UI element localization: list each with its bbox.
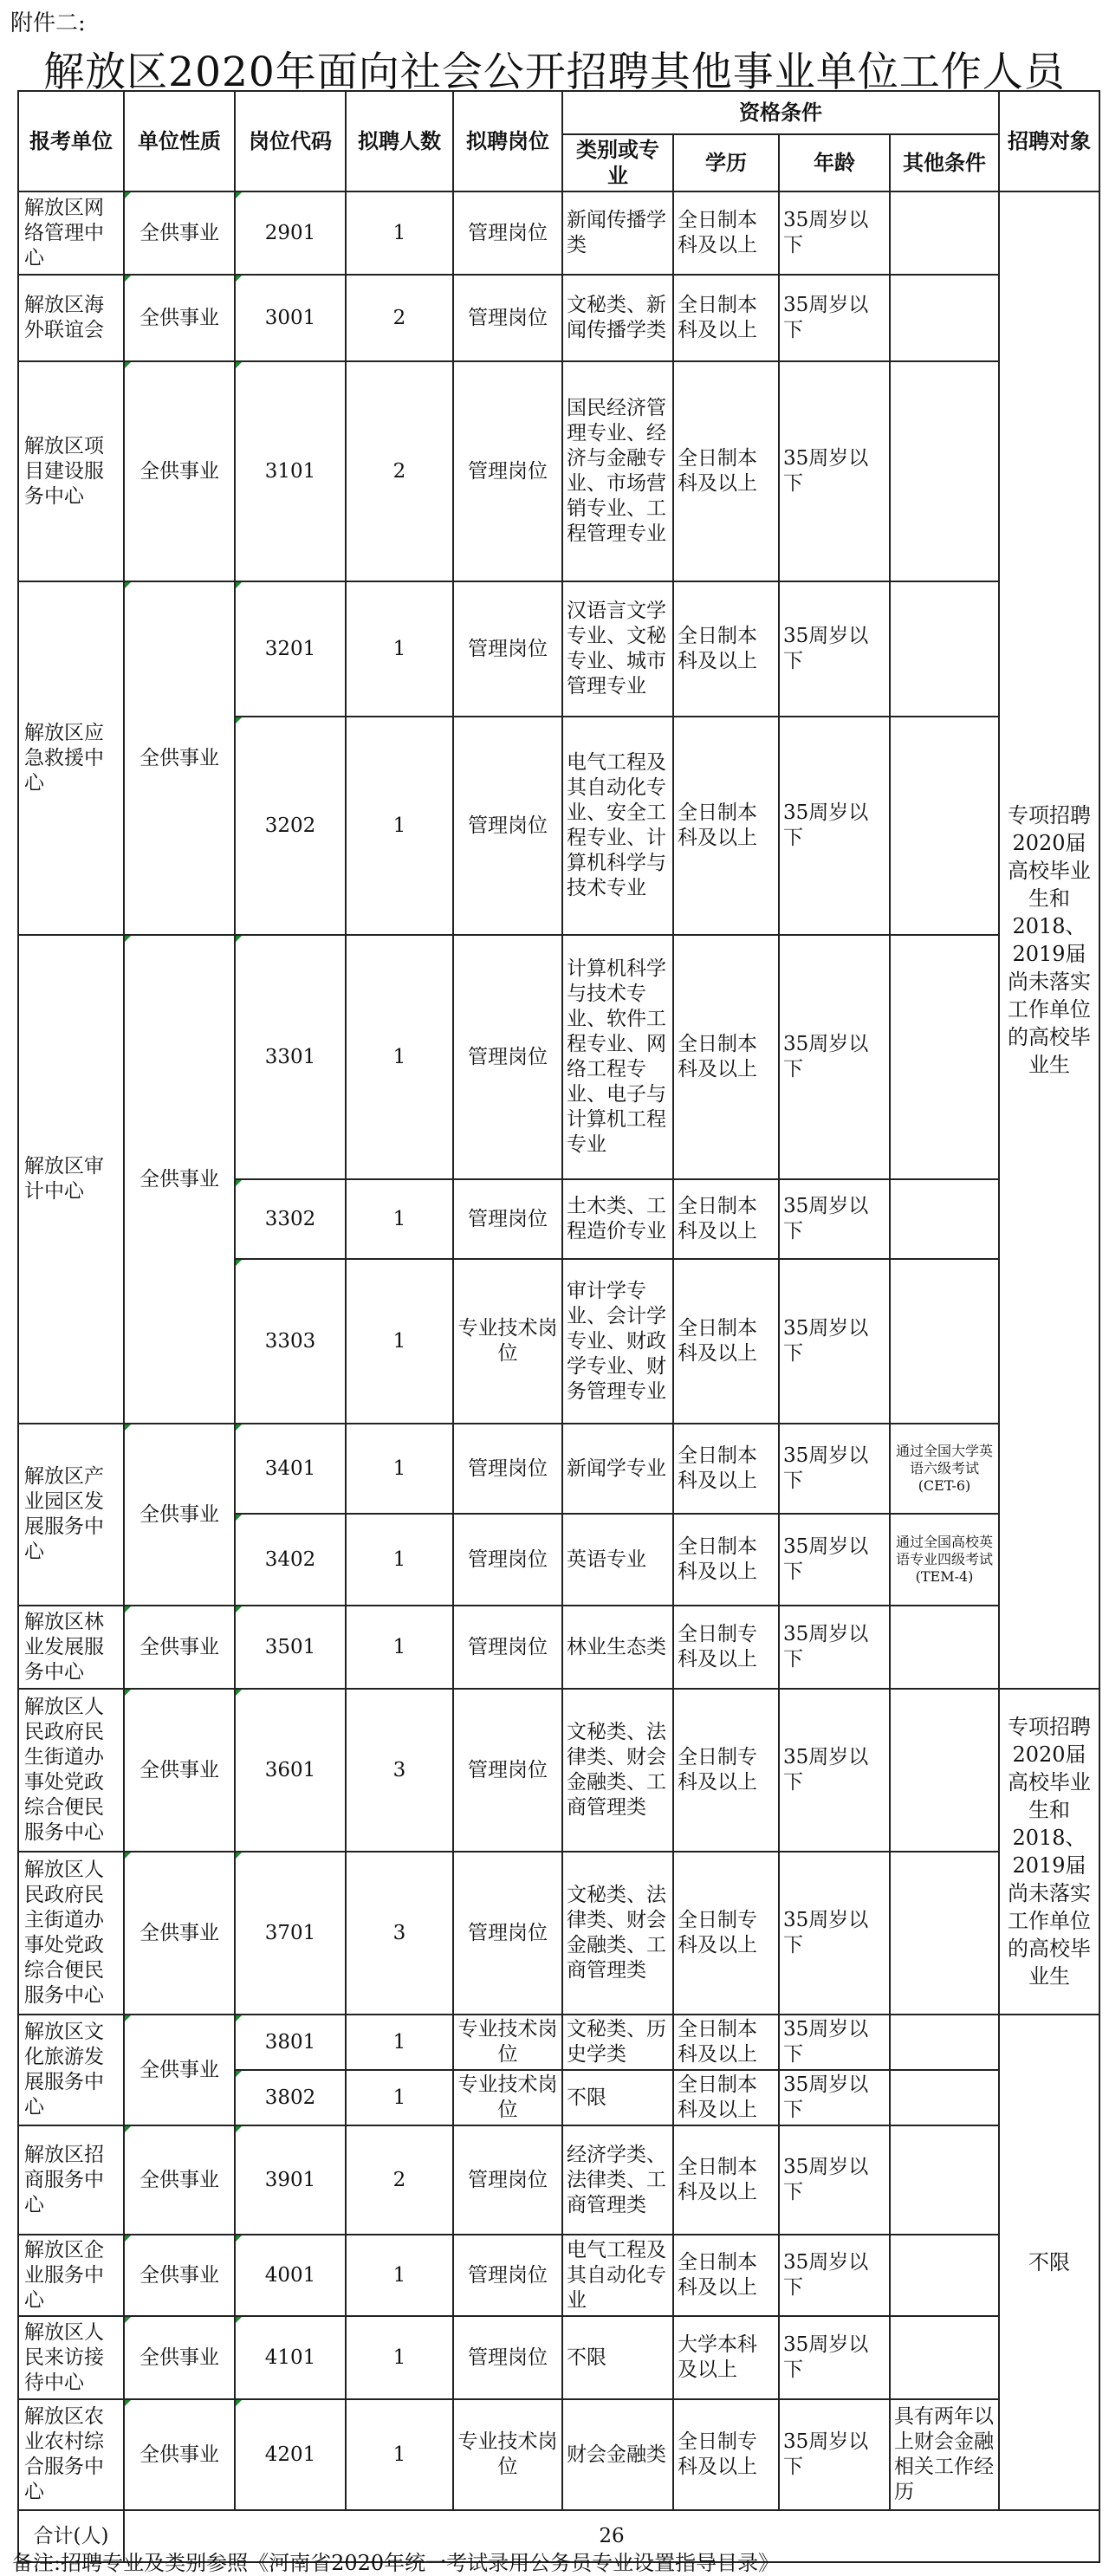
cell-other <box>890 275 999 361</box>
table-row <box>18 2235 1099 2316</box>
cell-age: 35周岁以下 <box>779 581 890 717</box>
header-qualification: 资格条件 <box>562 91 999 134</box>
header-major: 类别或专业 <box>562 134 673 191</box>
cell-age: 35周岁以下 <box>779 1606 890 1689</box>
cell-target: 不限 <box>999 2015 1099 2510</box>
cell-major: 文秘类、历史学类 <box>562 2015 673 2070</box>
cell-other <box>890 2015 999 2070</box>
cell-post: 管理岗位 <box>453 2235 562 2316</box>
table-row <box>18 581 1099 717</box>
cell-major: 文秘类、新闻传播学类 <box>562 275 673 361</box>
cell-nature: 全供事业 <box>124 191 235 275</box>
cell-age: 35周岁以下 <box>779 1259 890 1424</box>
cell-code: 4201 <box>235 2399 346 2510</box>
cell-age: 35周岁以下 <box>779 717 890 935</box>
cell-unit: 解放区项目建设服务中心 <box>18 361 124 581</box>
cell-count: 1 <box>346 1179 453 1259</box>
table-row <box>18 1606 1099 1689</box>
cell-count: 1 <box>346 717 453 935</box>
cell-other <box>890 717 999 935</box>
cell-unit: 解放区林业发展服务中心 <box>18 1606 124 1689</box>
cell-major: 新闻传播学类 <box>562 191 673 275</box>
cell-target: 专项招聘2020届高校毕业生和2018、2019届尚未落实工作单位的高校毕业生 <box>999 191 1099 1689</box>
cell-other <box>890 935 999 1179</box>
cell-education: 全日制本科及以上 <box>673 2070 779 2125</box>
cell-post: 管理岗位 <box>453 1689 562 1852</box>
cell-age: 35周岁以下 <box>779 275 890 361</box>
attachment-label: 附件二: <box>10 10 86 36</box>
cell-other <box>890 2070 999 2125</box>
header-target: 招聘对象 <box>999 91 1099 191</box>
cell-education: 全日制本科及以上 <box>673 1424 779 1514</box>
cell-post: 管理岗位 <box>453 581 562 717</box>
cell-nature: 全供事业 <box>124 935 235 1424</box>
cell-other <box>890 2125 999 2235</box>
header-post: 拟聘岗位 <box>453 91 562 191</box>
cell-age: 35周岁以下 <box>779 361 890 581</box>
cell-age: 35周岁以下 <box>779 2399 890 2510</box>
cell-other <box>890 1689 999 1852</box>
total-label: 合计(人) <box>18 2510 124 2562</box>
header-other: 其他条件 <box>890 134 999 191</box>
header-education: 学历 <box>673 134 779 191</box>
cell-age: 35周岁以下 <box>779 2125 890 2235</box>
header-code: 岗位代码 <box>235 91 346 191</box>
cell-code: 3302 <box>235 1179 346 1259</box>
cell-nature: 全供事业 <box>124 1852 235 2015</box>
cell-education: 全日制本科及以上 <box>673 2125 779 2235</box>
cell-nature: 全供事业 <box>124 2235 235 2316</box>
cell-major: 财会金融类 <box>562 2399 673 2510</box>
cell-age: 35周岁以下 <box>779 2015 890 2070</box>
cell-post: 管理岗位 <box>453 275 562 361</box>
cell-major: 电气工程及其自动化专业、安全工程专业、计算机科学与技术专业 <box>562 717 673 935</box>
cell-education: 全日制本科及以上 <box>673 1514 779 1606</box>
cell-major: 英语专业 <box>562 1514 673 1606</box>
cell-code: 2901 <box>235 191 346 275</box>
cell-major: 文秘类、法律类、财会金融类、工商管理类 <box>562 1689 673 1852</box>
footnote: 备注:招聘专业及类别参照《河南省2020年统一考试录用公务员专业设置指导目录》 <box>12 2551 780 2575</box>
cell-education: 全日制专科及以上 <box>673 1606 779 1689</box>
table-row <box>18 1424 1099 1514</box>
cell-major: 审计学专业、会计学专业、财政学专业、财务管理专业 <box>562 1259 673 1424</box>
cell-education: 全日制专科及以上 <box>673 1689 779 1852</box>
recruitment-table <box>17 90 1100 2563</box>
cell-education: 全日制本科及以上 <box>673 191 779 275</box>
table-row <box>18 275 1099 361</box>
cell-code: 3801 <box>235 2015 346 2070</box>
cell-major: 国民经济管理专业、经济与金融专业、市场营销专业、工程管理专业 <box>562 361 673 581</box>
cell-age: 35周岁以下 <box>779 1179 890 1259</box>
cell-post: 管理岗位 <box>453 361 562 581</box>
cell-education: 全日制专科及以上 <box>673 2399 779 2510</box>
cell-code: 3501 <box>235 1606 346 1689</box>
cell-major: 经济学类、法律类、工商管理类 <box>562 2125 673 2235</box>
cell-major: 汉语言文学专业、文秘专业、城市管理专业 <box>562 581 673 717</box>
cell-count: 1 <box>346 2235 453 2316</box>
cell-nature: 全供事业 <box>124 2125 235 2235</box>
cell-post: 管理岗位 <box>453 1179 562 1259</box>
cell-count: 1 <box>346 1424 453 1514</box>
cell-other <box>890 2235 999 2316</box>
header-unit: 报考单位 <box>18 91 124 191</box>
table-row <box>18 361 1099 581</box>
cell-post: 管理岗位 <box>453 2125 562 2235</box>
cell-education: 全日制本科及以上 <box>673 1179 779 1259</box>
cell-age: 35周岁以下 <box>779 1514 890 1606</box>
cell-major: 不限 <box>562 2070 673 2125</box>
header-count: 拟聘人数 <box>346 91 453 191</box>
cell-post: 管理岗位 <box>453 2316 562 2399</box>
header-age: 年龄 <box>779 134 890 191</box>
table-row <box>18 1689 1099 1852</box>
cell-count: 1 <box>346 191 453 275</box>
cell-education: 全日制本科及以上 <box>673 361 779 581</box>
cell-education: 全日制本科及以上 <box>673 275 779 361</box>
cell-education: 全日制本科及以上 <box>673 935 779 1179</box>
cell-nature: 全供事业 <box>124 1689 235 1852</box>
cell-other <box>890 1179 999 1259</box>
cell-post: 管理岗位 <box>453 935 562 1179</box>
cell-education: 全日制本科及以上 <box>673 2015 779 2070</box>
cell-unit: 解放区人民来访接待中心 <box>18 2316 124 2399</box>
cell-nature: 全供事业 <box>124 1606 235 1689</box>
cell-post: 管理岗位 <box>453 1514 562 1606</box>
cell-education: 全日制专科及以上 <box>673 1852 779 2015</box>
cell-other <box>890 1259 999 1424</box>
cell-nature: 全供事业 <box>124 1424 235 1606</box>
cell-nature: 全供事业 <box>124 2015 235 2125</box>
cell-code: 4001 <box>235 2235 346 2316</box>
cell-count: 2 <box>346 275 453 361</box>
cell-post: 管理岗位 <box>453 717 562 935</box>
cell-other <box>890 1606 999 1689</box>
cell-post: 专业技术岗位 <box>453 2015 562 2070</box>
cell-post: 专业技术岗位 <box>453 2070 562 2125</box>
cell-education: 全日制本科及以上 <box>673 717 779 935</box>
cell-major: 计算机科学与技术专业、软件工程专业、网络工程专业、电子与计算机工程专业 <box>562 935 673 1179</box>
cell-post: 专业技术岗位 <box>453 2399 562 2510</box>
cell-post: 管理岗位 <box>453 191 562 275</box>
cell-education: 大学本科及以上 <box>673 2316 779 2399</box>
cell-education: 全日制本科及以上 <box>673 1259 779 1424</box>
cell-count: 1 <box>346 2015 453 2070</box>
cell-unit: 解放区应急救援中心 <box>18 581 124 935</box>
cell-count: 3 <box>346 1689 453 1852</box>
cell-major: 电气工程及其自动化专业 <box>562 2235 673 2316</box>
cell-other <box>890 361 999 581</box>
cell-unit: 解放区文化旅游发展服务中心 <box>18 2015 124 2125</box>
cell-age: 35周岁以下 <box>779 935 890 1179</box>
cell-count: 1 <box>346 935 453 1179</box>
cell-nature: 全供事业 <box>124 581 235 935</box>
cell-other <box>890 1852 999 2015</box>
cell-code: 3601 <box>235 1689 346 1852</box>
cell-unit: 解放区招商服务中心 <box>18 2125 124 2235</box>
cell-code: 3701 <box>235 1852 346 2015</box>
cell-other: 通过全国高校英语专业四级考试(TEM-4) <box>890 1514 999 1606</box>
cell-unit: 解放区网络管理中心 <box>18 191 124 275</box>
cell-count: 2 <box>346 361 453 581</box>
cell-major: 林业生态类 <box>562 1606 673 1689</box>
cell-code: 3402 <box>235 1514 346 1606</box>
cell-unit: 解放区农业农村综合服务中心 <box>18 2399 124 2510</box>
cell-age: 35周岁以下 <box>779 2070 890 2125</box>
cell-nature: 全供事业 <box>124 2316 235 2399</box>
table-row <box>18 935 1099 1179</box>
total-value: 26 <box>124 2510 1099 2562</box>
cell-nature: 全供事业 <box>124 361 235 581</box>
cell-unit: 解放区产业园区发展服务中心 <box>18 1424 124 1606</box>
cell-other: 通过全国大学英语六级考试(CET-6) <box>890 1424 999 1514</box>
cell-count: 1 <box>346 581 453 717</box>
cell-major: 土木类、工程造价专业 <box>562 1179 673 1259</box>
cell-code: 3401 <box>235 1424 346 1514</box>
cell-code: 3901 <box>235 2125 346 2235</box>
cell-count: 3 <box>346 1852 453 2015</box>
cell-nature: 全供事业 <box>124 2399 235 2510</box>
cell-count: 1 <box>346 1259 453 1424</box>
cell-code: 3001 <box>235 275 346 361</box>
cell-other <box>890 2316 999 2399</box>
cell-code: 3101 <box>235 361 346 581</box>
cell-code: 3202 <box>235 717 346 935</box>
table-row <box>18 2015 1099 2070</box>
cell-age: 35周岁以下 <box>779 191 890 275</box>
cell-unit: 解放区企业服务中心 <box>18 2235 124 2316</box>
cell-post: 管理岗位 <box>453 1606 562 1689</box>
cell-post: 管理岗位 <box>453 1852 562 2015</box>
cell-post: 管理岗位 <box>453 1424 562 1514</box>
cell-education: 全日制本科及以上 <box>673 581 779 717</box>
cell-count: 1 <box>346 1606 453 1689</box>
cell-count: 1 <box>346 2399 453 2510</box>
table-row <box>18 1852 1099 2015</box>
cell-unit: 解放区海外联谊会 <box>18 275 124 361</box>
page-title: 解放区2020年面向社会公开招聘其他事业单位工作人员 <box>43 49 1066 96</box>
cell-major: 新闻学专业 <box>562 1424 673 1514</box>
cell-code: 3301 <box>235 935 346 1179</box>
cell-education: 全日制本科及以上 <box>673 2235 779 2316</box>
cell-count: 2 <box>346 2125 453 2235</box>
cell-nature: 全供事业 <box>124 275 235 361</box>
cell-code: 3802 <box>235 2070 346 2125</box>
cell-age: 35周岁以下 <box>779 2235 890 2316</box>
cell-code: 4101 <box>235 2316 346 2399</box>
cell-code: 3303 <box>235 1259 346 1424</box>
cell-other <box>890 191 999 275</box>
cell-age: 35周岁以下 <box>779 1689 890 1852</box>
table-row <box>18 2399 1099 2510</box>
cell-count: 1 <box>346 1514 453 1606</box>
cell-target: 专项招聘2020届高校毕业生和2018、2019届尚未落实工作单位的高校毕业生 <box>999 1689 1099 2015</box>
table-row <box>18 2316 1099 2399</box>
cell-major: 文秘类、法律类、财会金融类、工商管理类 <box>562 1852 673 2015</box>
cell-count: 1 <box>346 2070 453 2125</box>
cell-age: 35周岁以下 <box>779 1852 890 2015</box>
cell-code: 3201 <box>235 581 346 717</box>
cell-age: 35周岁以下 <box>779 1424 890 1514</box>
header-nature: 单位性质 <box>124 91 235 191</box>
cell-unit: 解放区人民政府民生街道办事处党政综合便民服务中心 <box>18 1689 124 1852</box>
table-row <box>18 191 1099 275</box>
cell-unit: 解放区人民政府民主街道办事处党政综合便民服务中心 <box>18 1852 124 2015</box>
cell-unit: 解放区审计中心 <box>18 935 124 1424</box>
cell-age: 35周岁以下 <box>779 2316 890 2399</box>
cell-other: 具有两年以上财会金融相关工作经历 <box>890 2399 999 2510</box>
cell-other <box>890 581 999 717</box>
cell-count: 1 <box>346 2316 453 2399</box>
cell-major: 不限 <box>562 2316 673 2399</box>
table-row <box>18 2125 1099 2235</box>
cell-post: 专业技术岗位 <box>453 1259 562 1424</box>
